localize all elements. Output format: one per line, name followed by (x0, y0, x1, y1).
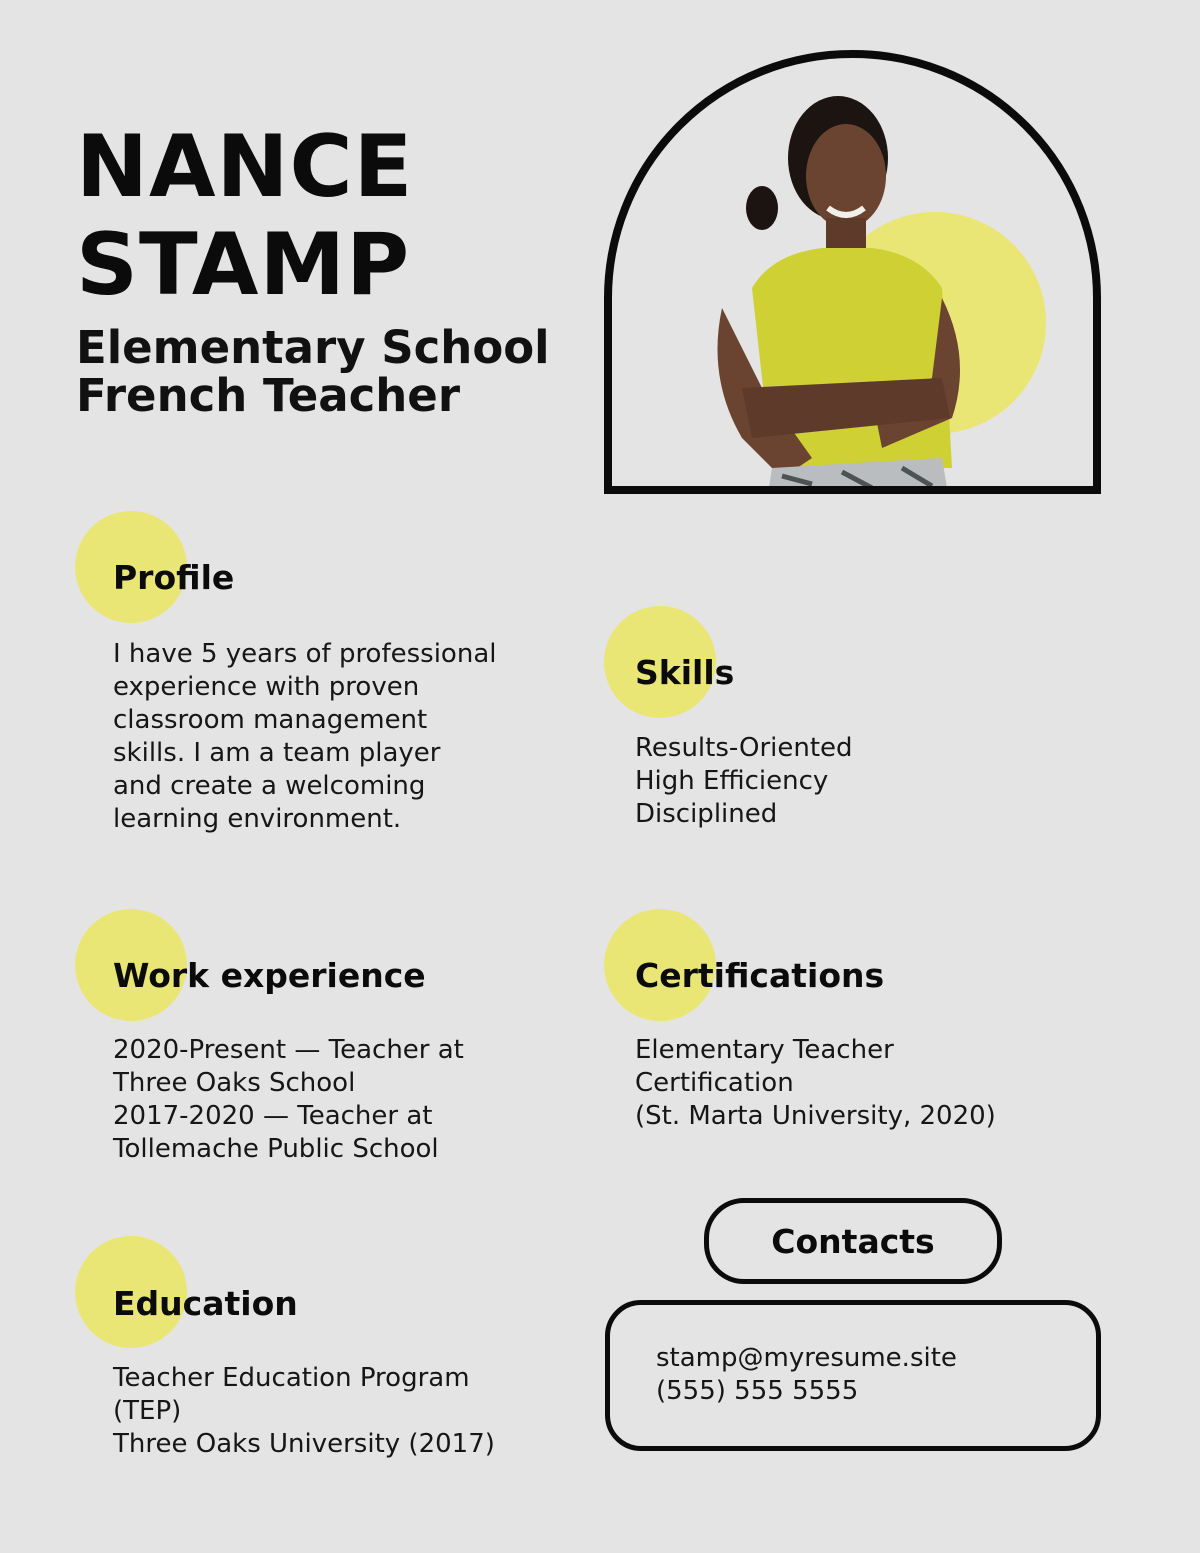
education-text (113, 1362, 553, 1461)
profile-line: and create a welcoming (113, 771, 426, 801)
profile-line: experience with proven (113, 672, 420, 702)
education-line: Teacher Education Program (113, 1363, 470, 1393)
profile-heading: Profile (113, 558, 235, 597)
profile-text (113, 638, 553, 836)
certification-line: (St. Marta University, 2020) (635, 1101, 996, 1131)
certification-line: Elementary Teacher (635, 1035, 894, 1065)
work-line: Three Oaks School (113, 1068, 356, 1098)
portrait-photo (612, 58, 1093, 494)
profile-line: classroom management (113, 705, 428, 735)
skill-item: Disciplined (635, 799, 778, 829)
person-name (76, 118, 413, 314)
skill-item: Results-Oriented (635, 733, 853, 763)
skill-item: High Efficiency (635, 766, 829, 796)
contacts-button[interactable]: Contacts (704, 1198, 1002, 1284)
skills-list (635, 732, 1055, 831)
education-line: Three Oaks University (2017) (113, 1429, 495, 1459)
job-title (76, 321, 550, 422)
certifications-heading: Certifications (635, 956, 885, 995)
portrait-photo-frame (604, 50, 1101, 494)
work-line: 2017-2020 — Teacher at (113, 1101, 433, 1131)
certifications-text (635, 1034, 1095, 1133)
profile-line: learning environment. (113, 804, 402, 834)
last-name: STAMP (76, 215, 411, 315)
first-name: NANCE (76, 117, 414, 217)
contact-details (656, 1342, 1076, 1408)
job-title-line-1: Elementary School (76, 321, 550, 374)
contact-email[interactable]: stamp@myresume.site (656, 1343, 957, 1373)
contact-phone[interactable]: (555) 555 5555 (656, 1376, 859, 1406)
education-heading: Education (113, 1284, 298, 1323)
profile-line: skills. I am a team player (113, 738, 441, 768)
education-line: (TEP) (113, 1396, 182, 1426)
certification-line: Certification (635, 1068, 794, 1098)
work-text (113, 1034, 553, 1166)
work-heading: Work experience (113, 956, 426, 995)
work-line: 2020-Present — Teacher at (113, 1035, 464, 1065)
profile-line: I have 5 years of professional (113, 639, 497, 669)
job-title-line-2: French Teacher (76, 369, 461, 422)
skills-heading: Skills (635, 653, 735, 692)
work-line: Tollemache Public School (113, 1134, 439, 1164)
